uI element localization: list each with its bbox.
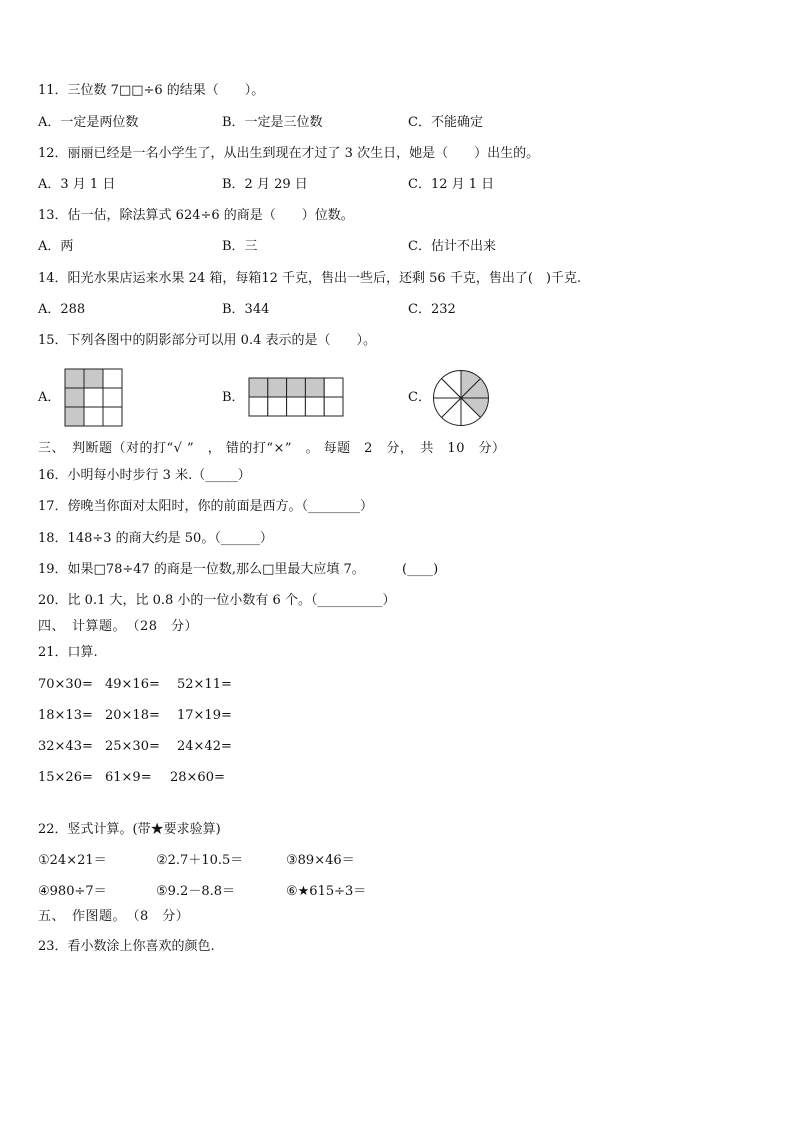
shaded-cell: [249, 378, 268, 397]
q14-option-c: C．232: [408, 302, 456, 317]
q11-option-b: B．一定是三位数: [222, 115, 323, 130]
grid-cell: [305, 397, 324, 416]
grid-cell: [103, 388, 122, 407]
oral-calc-item: 70×30=: [38, 677, 93, 692]
grid-cell: [84, 388, 103, 407]
oral-calc-item: 49×16=: [105, 677, 160, 692]
q15-option-b-label: B．: [222, 390, 245, 405]
shaded-cell: [65, 369, 84, 388]
question-12: 12．丽丽已经是一名小学生了，从出生到现在才过了 3 次生日，她是（ ）出生的。: [38, 146, 540, 161]
grid-cell: [268, 397, 287, 416]
q15-option-a-label: A．: [38, 390, 61, 405]
grid-cell: [324, 378, 343, 397]
grid-cell: [249, 397, 268, 416]
grid-cell: [324, 397, 343, 416]
shaded-cell: [84, 369, 103, 388]
vertical-calc-item: ⑤9.2－8.8＝: [156, 884, 236, 899]
shaded-cell: [65, 388, 84, 407]
vertical-calc-item: ①24×21＝: [38, 853, 107, 868]
question-18: 18．148÷3 的商大约是 50。（______）: [38, 531, 273, 546]
oral-calc-item: 24×42=: [177, 739, 232, 754]
grid-cell: [103, 369, 122, 388]
question-14: 14．阳光水果店运来水果 24 箱，每箱12 千克，售出一些后，还剩 56 千克，售出了( )千克.: [38, 271, 582, 286]
grid-cell: [103, 407, 122, 426]
oral-calc-item: 17×19=: [177, 708, 232, 723]
q12-option-a: A．3 月 1 日: [38, 177, 116, 192]
grid-cell: [84, 407, 103, 426]
oral-calc-item: 20×18=: [105, 708, 160, 723]
question-16: 16．小明每小时步行 3 米.（_____）: [38, 468, 251, 483]
section-3-title: 三、 判断题（对的打“√ ” ， 错的打“×” 。 每题 2 分， 共 10 分）: [38, 441, 506, 456]
q14-option-b: B．344: [222, 302, 270, 317]
figure-a-grid: [64, 368, 124, 428]
q13-option-b: B．三: [222, 239, 258, 254]
question-17: 17．傍晚当你面对太阳时，你的前面是西方。（________）: [38, 499, 374, 514]
vertical-calc-item: ②2.7＋10.5＝: [156, 853, 244, 868]
q14-option-a: A．288: [38, 302, 86, 317]
oral-calc-item: 15×26=: [38, 770, 93, 785]
q15-option-c-label: C．: [408, 390, 431, 405]
oral-calc-item: 28×60=: [170, 770, 225, 785]
shaded-cell: [287, 378, 306, 397]
shaded-cell: [305, 378, 324, 397]
grid-cell: [287, 397, 306, 416]
q11-option-a: A．一定是两位数: [38, 115, 139, 130]
question-15: 15．下列各图中的阴影部分可以用 0.4 表示的是（ ）。: [38, 333, 376, 348]
section-5-title: 五、 作图题。 （8 分）: [38, 909, 190, 924]
question-22: 22．竖式计算。(带★要求验算): [38, 822, 221, 837]
question-23: 23．看小数涂上你喜欢的颜色.: [38, 939, 215, 954]
oral-calc-item: 52×11=: [177, 677, 232, 692]
q12-option-c: C．12 月 1 日: [408, 177, 495, 192]
question-20: 20．比 0.1 大，比 0.8 小的一位小数有 6 个。（__________）: [38, 593, 396, 608]
figure-b-strip: [248, 377, 344, 417]
shaded-cell: [65, 407, 84, 426]
question-13: 13．估一估，除法算式 624÷6 的商是（ ）位数。: [38, 208, 354, 223]
question-11: 11．三位数 7□□÷6 的结果（ ）。: [38, 83, 265, 98]
oral-calc-item: 61×9=: [105, 770, 152, 785]
question-19: 19．如果□78÷47 的商是一位数,那么□里最大应填 7。: [38, 562, 365, 577]
q11-option-c: C．不能确定: [408, 115, 483, 130]
q12-option-b: B．2 月 29 日: [222, 177, 308, 192]
vertical-calc-item: ⑥★615÷3＝: [286, 884, 367, 899]
oral-calc-item: 32×43=: [38, 739, 93, 754]
vertical-calc-item: ④980÷7＝: [38, 884, 107, 899]
q19-answer-blank: (____): [402, 562, 439, 577]
q13-option-c: C．估计不出来: [408, 239, 496, 254]
question-21: 21．口算.: [38, 645, 98, 660]
q13-option-a: A．两: [38, 239, 74, 254]
oral-calc-item: 25×30=: [105, 739, 160, 754]
vertical-calc-item: ③89×46＝: [286, 853, 355, 868]
oral-calc-item: 18×13=: [38, 708, 93, 723]
section-4-title: 四、 计算题。 （28 分）: [38, 619, 199, 634]
figure-c-circle: [432, 369, 490, 427]
shaded-cell: [268, 378, 287, 397]
